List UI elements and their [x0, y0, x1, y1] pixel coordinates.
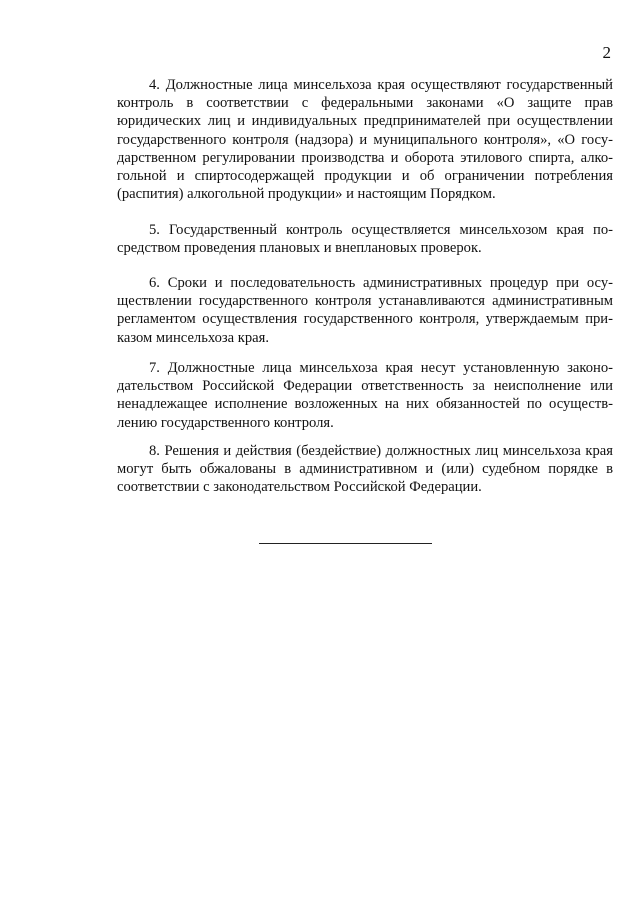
- paragraph-7: 7. Должностные лица минсельхоза края несут установленную законодательством Российской Федерации ответственность за неисполнение или ненадлежащее исполнение возложенных на них обязанностей по осуществлению государственного контроля.: [117, 360, 613, 431]
- page-number: 2: [602, 43, 611, 62]
- paragraph-5: 5. Государственный контроль осуществляется минсельхозом края посредством проведения плановых и внеплановых проверок.: [117, 222, 613, 257]
- paragraph-4: 4. Должностные лица минсельхоза края осуществляют государственный контроль в соответствии с федеральными законами «О защите прав юридических лиц и индивидуальных предпринимателей при осуществлении государственного контроля (надзора) и муниципального контроля», «О государственном регулировании производства и оборота этилового спирта, алкогольной и спиртосодержащей продукции и об ограничении потребления (распития) алкогольной продукции» и настоящим Порядком.: [117, 77, 613, 203]
- paragraph-8: 8. Решения и действия (бездействие) должностных лиц минсельхоза края могут быть обжалованы в административном и (или) судебном порядке в соответствии с законодательством Российской Федерации.: [117, 443, 613, 496]
- paragraph-6: 6. Сроки и последовательность административных процедур при осуществлении государственного контроля устанавливаются административным регламентом осуществления государственного контроля, утверждаемым приказом минсельхоза края.: [117, 275, 613, 346]
- end-separator-line: [259, 543, 432, 544]
